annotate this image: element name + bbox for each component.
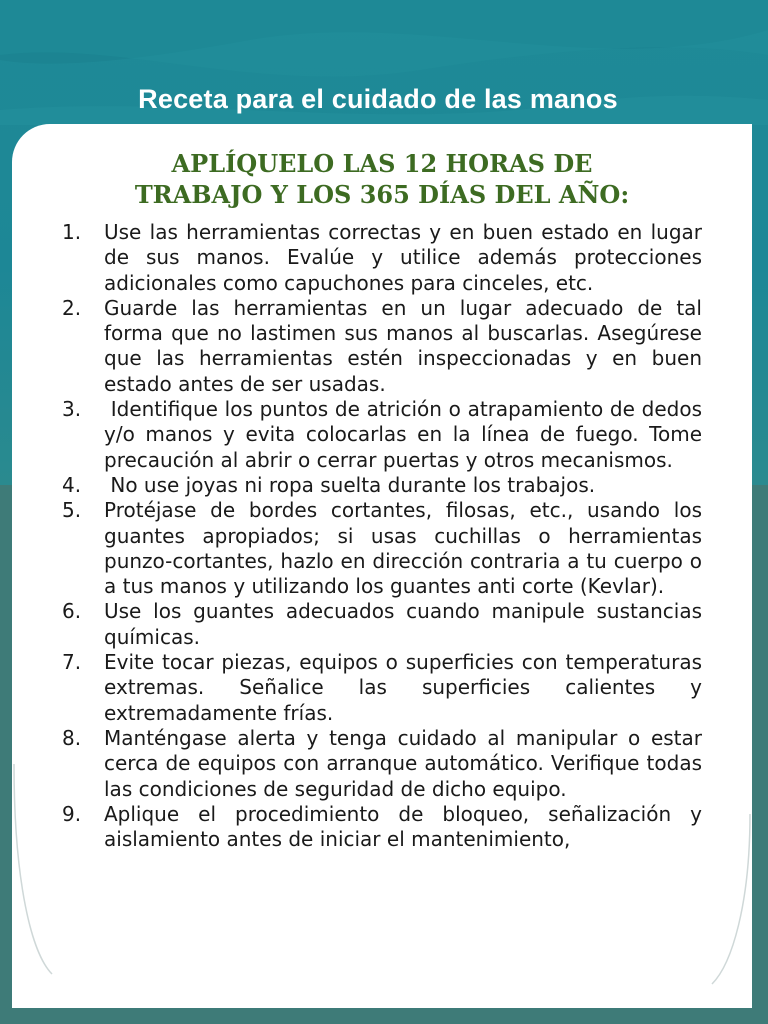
item-number: 3. [62, 397, 82, 422]
item-text: Identifique los puntos de atrición o atrapamiento de dedos y/o manos y evita colocarlas en la línea de fuego. Tome precaución al abrir o cerrar puertas y otros mecanismos. [104, 397, 709, 472]
list-item [62, 726, 702, 802]
item-number: 2. [62, 295, 82, 320]
item-text: Manténgase alerta y tenga cuidado al manipular o estar cerca de equipos con arranque automático. Verifique todas las condiciones de seguridad de dicho equipo. [104, 725, 702, 801]
item-text: Use los guantes adecuados cuando manipule sustancias químicas. [104, 599, 702, 649]
list-item [62, 802, 702, 853]
list-item [62, 473, 702, 498]
page-title: Receta para el cuidado de las manos [138, 84, 618, 114]
list-item [62, 397, 709, 473]
item-number: 4. [62, 472, 82, 497]
item-number: 8. [62, 725, 82, 750]
list-item [62, 498, 702, 599]
list-item [62, 650, 702, 726]
list-item [62, 220, 702, 296]
item-text: Use las herramientas correctas y en buen estado en lugar de sus manos. Evalúe y utilice además protecciones adicionales como capuchones para cinceles, etc. [104, 220, 702, 295]
item-text: Guarde las herramientas en un lugar adecuado de tal forma que no lastimen sus manos al buscarlas. Asegúrese que las herramientas estén inspeccionadas y en buen estado antes de ser usadas. [104, 295, 702, 396]
item-text: Protéjase de bordes cortantes, filosas, etc., usando los guantes apropiados; si usas cuchillas o herramientas punzo-cortantes, hazlo en dirección contraria a tu cuerpo o a tus manos y utilizando los guantes anti corte (Kevlar). [104, 498, 702, 599]
list-item [62, 296, 702, 397]
item-text: Aplique el procedimiento de bloqueo, señalización y aislamiento antes de iniciar el mantenimiento, [104, 801, 702, 852]
content-card [12, 124, 752, 1008]
item-text: Evite tocar piezas, equipos o superficies con temperaturas extremas. Señalice las superficies calientes y extremadamente frías. [104, 650, 702, 725]
item-number: 1. [62, 220, 82, 244]
item-number: 5. [62, 498, 82, 523]
subheading-line-2: TRABAJO Y LOS 365 DÍAS DEL AÑO: [134, 180, 630, 209]
item-number: 6. [62, 599, 82, 624]
subheading [12, 148, 752, 210]
item-number: 9. [62, 801, 82, 826]
subheading-line-1: APLÍQUELO LAS 12 HORAS DE [171, 149, 593, 178]
rules-list [62, 220, 709, 852]
list-item [62, 599, 702, 650]
item-text: No use joyas ni ropa suelta durante los trabajos. [104, 472, 596, 497]
item-number: 7. [62, 650, 82, 675]
